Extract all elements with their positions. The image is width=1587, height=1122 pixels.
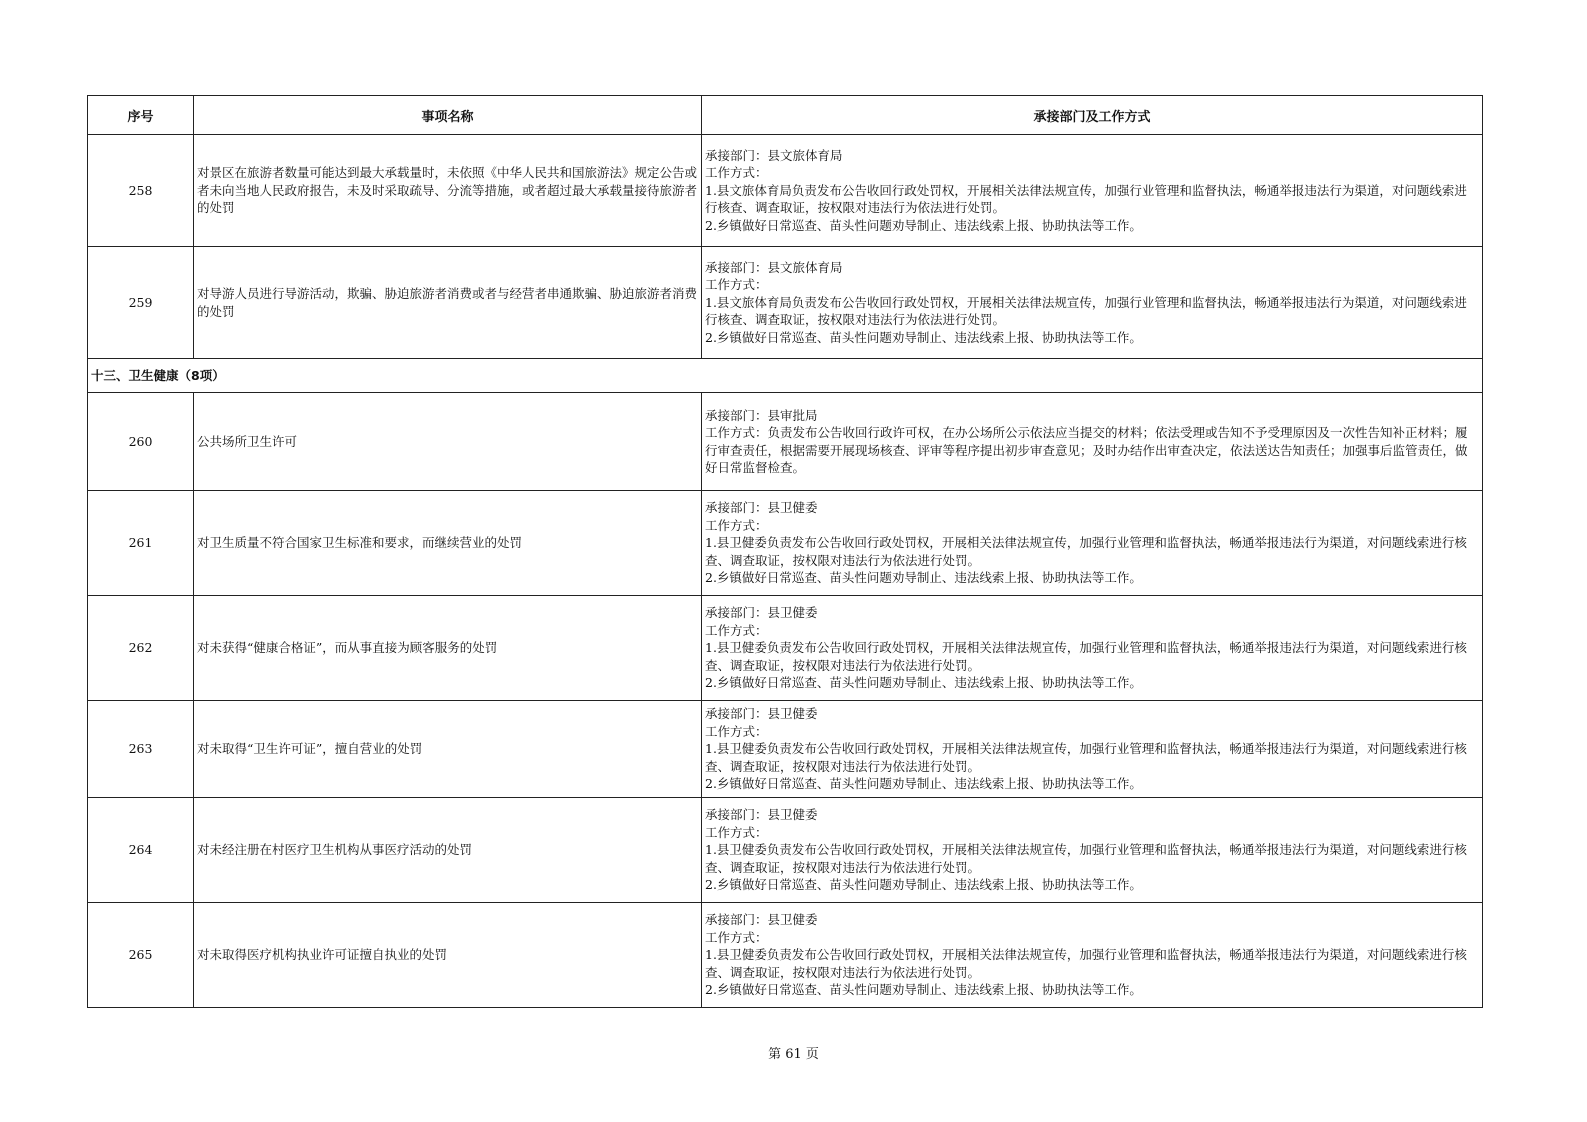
- item-name-cell: 对卫生质量不符合国家卫生标准和要求，而继续营业的处罚: [194, 491, 702, 596]
- items-table: [87, 95, 1483, 1008]
- department-method-cell: [702, 701, 1483, 798]
- item-name-cell: 对未取得“卫生许可证”，擅自营业的处罚: [194, 701, 702, 798]
- department-method-line: 2.乡镇做好日常巡查、苗头性问题劝导制止、违法线索上报、协助执法等工作。: [705, 776, 1142, 792]
- department-method-line: 承接部门：县卫健委: [705, 605, 818, 621]
- table-row: [88, 903, 1483, 1008]
- department-method-line: 承接部门：县卫健委: [705, 706, 818, 722]
- table-row: [88, 393, 1483, 491]
- serial-number-cell: 261: [88, 491, 194, 596]
- department-method-line: 承接部门：县卫健委: [705, 500, 818, 516]
- department-method-line: 1.县卫健委负责发布公告收回行政处罚权，开展相关法律法规宣传，加强行业管理和监督执法，畅通举报违法行为渠道，对问题线索进行核查、调查取证，按权限对违法行为依法进行处罚。: [705, 535, 1467, 568]
- department-method-line: 承接部门：县文旅体育局: [705, 259, 843, 275]
- table-row: [88, 596, 1483, 701]
- department-method-line: 承接部门：县审批局: [705, 407, 818, 423]
- department-method-line: 工作方式：: [705, 723, 768, 739]
- serial-number-cell: 263: [88, 701, 194, 798]
- department-method-line: 2.乡镇做好日常巡查、苗头性问题劝导制止、违法线索上报、协助执法等工作。: [705, 877, 1142, 893]
- department-method-cell: [702, 596, 1483, 701]
- item-name-cell: 公共场所卫生许可: [194, 393, 702, 491]
- table-body-health: [88, 393, 1483, 1008]
- department-method-line: 2.乡镇做好日常巡查、苗头性问题劝导制止、违法线索上报、协助执法等工作。: [705, 570, 1142, 586]
- department-method-line: 承接部门：县卫健委: [705, 912, 818, 928]
- section-title: 十三、卫生健康（8项）: [88, 359, 1483, 393]
- table-row: [88, 135, 1483, 247]
- department-method-cell: [702, 491, 1483, 596]
- item-name-cell: 对未取得医疗机构执业许可证擅自执业的处罚: [194, 903, 702, 1008]
- department-method-line: 工作方式：负责发布公告收回行政许可权，在办公场所公示依法应当提交的材料；依法受理或告知不予受理原因及一次性告知补正材料；履行审查责任，根据需要开展现场核查、评审等程序提出初步审查意见；及时办结作出审查决定，依法送达告知责任；加强事后监管责任，做好日常监督检查。: [705, 425, 1468, 475]
- table-row: [88, 491, 1483, 596]
- table-row: [88, 798, 1483, 903]
- department-method-line: 工作方式：: [705, 165, 768, 181]
- department-method-line: 1.县文旅体育局负责发布公告收回行政处罚权，开展相关法律法规宣传，加强行业管理和监督执法，畅通举报违法行为渠道，对问题线索进行核查、调查取证，按权限对违法行为依法进行处罚。: [705, 182, 1467, 216]
- department-method-cell: [702, 798, 1483, 903]
- department-method-line: 1.县卫健委负责发布公告收回行政处罚权，开展相关法律法规宣传，加强行业管理和监督执法，畅通举报违法行为渠道，对问题线索进行核查、调查取证，按权限对违法行为依法进行处罚。: [705, 741, 1467, 774]
- department-method-line: 工作方式：: [705, 277, 768, 293]
- department-method-line: 工作方式：: [705, 517, 768, 533]
- table-row: [88, 701, 1483, 798]
- serial-number-cell: 258: [88, 135, 194, 247]
- department-method-line: 工作方式：: [705, 824, 768, 840]
- page-number: 第 61 页: [768, 1047, 819, 1062]
- header-department-method: 承接部门及工作方式: [702, 96, 1483, 135]
- department-method-line: 2.乡镇做好日常巡查、苗头性问题劝导制止、违法线索上报、协助执法等工作。: [705, 982, 1142, 998]
- department-method-line: 2.乡镇做好日常巡查、苗头性问题劝导制止、违法线索上报、协助执法等工作。: [705, 675, 1142, 691]
- header-item-name: 事项名称: [194, 96, 702, 135]
- table-header-row: [88, 96, 1483, 135]
- item-name-cell: 对景区在旅游者数量可能达到最大承载量时，未依照《中华人民共和国旅游法》规定公告或者未向当地人民政府报告，未及时采取疏导、分流等措施，或者超过最大承载量接待旅游者的处罚: [194, 135, 702, 247]
- department-method-line: 1.县卫健委负责发布公告收回行政处罚权，开展相关法律法规宣传，加强行业管理和监督执法，畅通举报违法行为渠道，对问题线索进行核查、调查取证，按权限对违法行为依法进行处罚。: [705, 842, 1467, 875]
- department-method-cell: [702, 393, 1483, 491]
- serial-number-cell: 260: [88, 393, 194, 491]
- table-row: [88, 247, 1483, 359]
- department-method-cell: [702, 247, 1483, 359]
- department-method-line: 2.乡镇做好日常巡查、苗头性问题劝导制止、违法线索上报、协助执法等工作。: [705, 329, 1142, 345]
- header-serial-number: 序号: [88, 96, 194, 135]
- department-method-line: 1.县文旅体育局负责发布公告收回行政处罚权，开展相关法律法规宣传，加强行业管理和监督执法，畅通举报违法行为渠道，对问题线索进行核查、调查取证，按权限对违法行为依法进行处罚。: [705, 294, 1467, 328]
- serial-number-cell: 259: [88, 247, 194, 359]
- serial-number-cell: 265: [88, 903, 194, 1008]
- department-method-cell: [702, 903, 1483, 1008]
- department-method-line: 1.县卫健委负责发布公告收回行政处罚权，开展相关法律法规宣传，加强行业管理和监督执法，畅通举报违法行为渠道，对问题线索进行核查、调查取证，按权限对违法行为依法进行处罚。: [705, 947, 1467, 980]
- department-method-line: 承接部门：县文旅体育局: [705, 147, 843, 163]
- serial-number-cell: 264: [88, 798, 194, 903]
- department-method-line: 工作方式：: [705, 622, 768, 638]
- department-method-cell: [702, 135, 1483, 247]
- department-method-line: 工作方式：: [705, 929, 768, 945]
- serial-number-cell: 262: [88, 596, 194, 701]
- item-name-cell: 对导游人员进行导游活动，欺骗、胁迫旅游者消费或者与经营者串通欺骗、胁迫旅游者消费的处罚: [194, 247, 702, 359]
- item-name-cell: 对未经注册在村医疗卫生机构从事医疗活动的处罚: [194, 798, 702, 903]
- section-row: [88, 359, 1483, 393]
- table-body-tourism: [88, 135, 1483, 359]
- department-method-line: 2.乡镇做好日常巡查、苗头性问题劝导制止、违法线索上报、协助执法等工作。: [705, 217, 1142, 233]
- item-name-cell: 对未获得“健康合格证”，而从事直接为顾客服务的处罚: [194, 596, 702, 701]
- department-method-line: 1.县卫健委负责发布公告收回行政处罚权，开展相关法律法规宣传，加强行业管理和监督执法，畅通举报违法行为渠道，对问题线索进行核查、调查取证，按权限对违法行为依法进行处罚。: [705, 640, 1467, 673]
- section-group: [88, 359, 1483, 393]
- department-method-line: 承接部门：县卫健委: [705, 807, 818, 823]
